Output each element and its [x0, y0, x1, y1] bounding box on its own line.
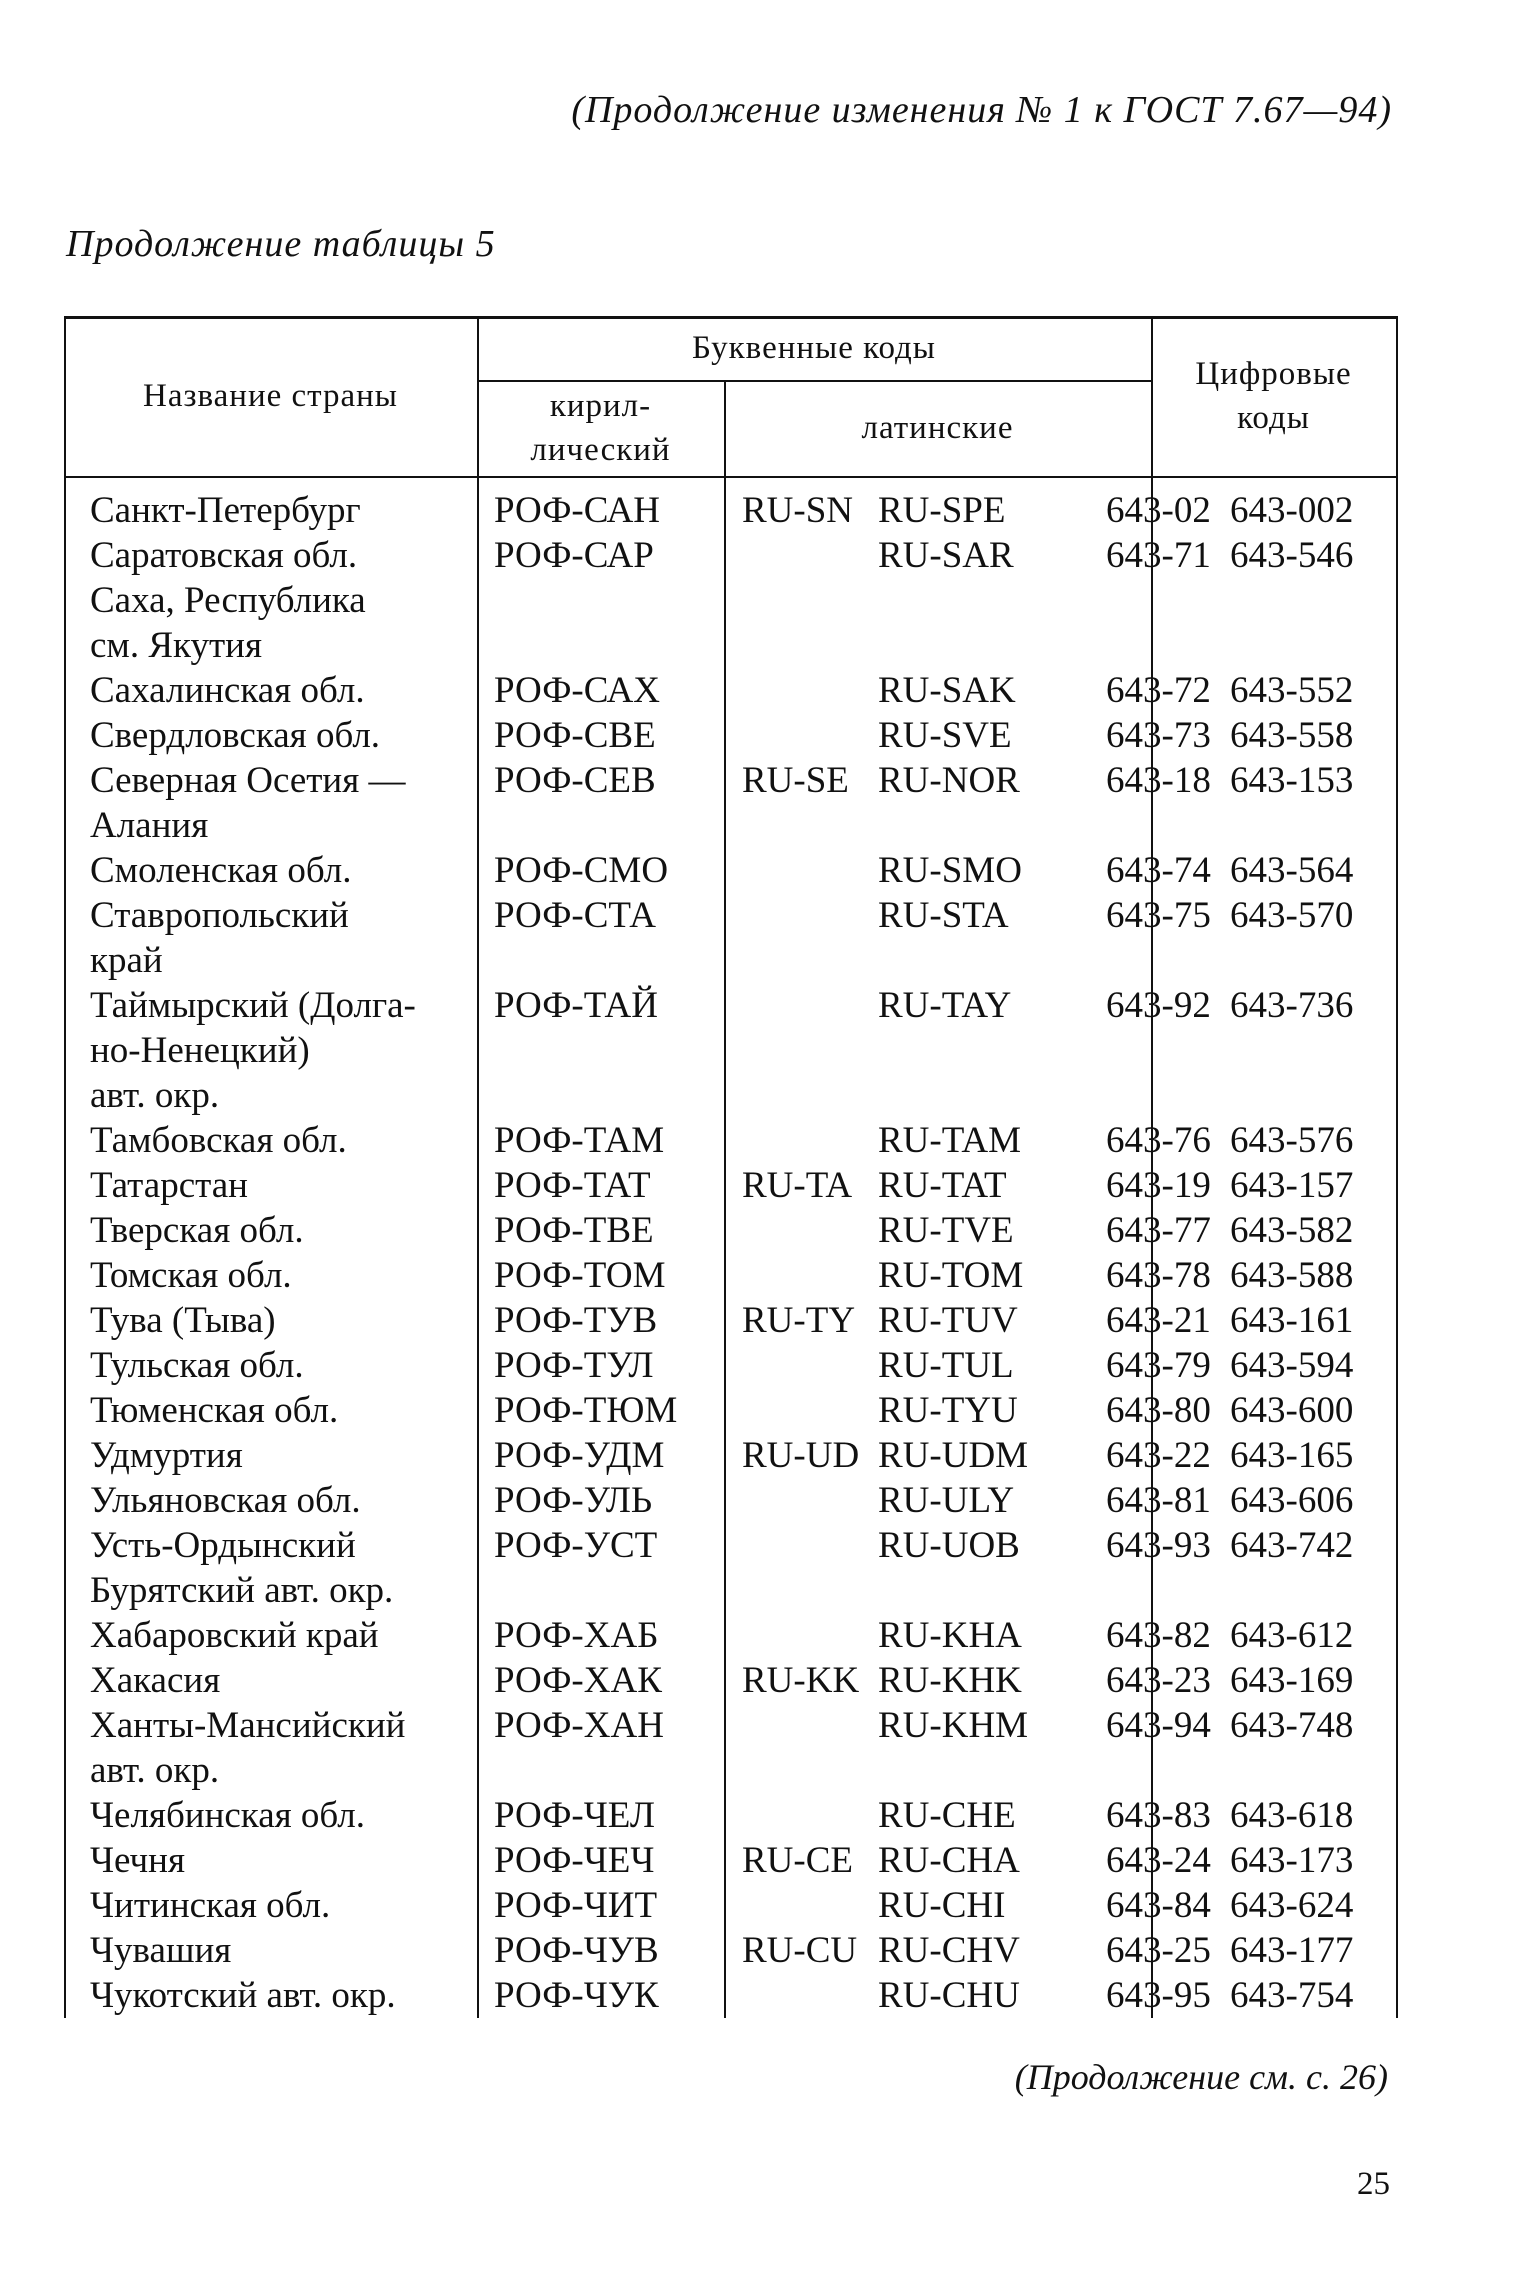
latin-code-3: RU-SAK — [878, 670, 1016, 711]
country-name-line: Таймырский (Долга- — [90, 985, 416, 1026]
table-row — [64, 848, 1398, 893]
cyrillic-code: РОФ-ТОМ — [494, 1255, 666, 1296]
page-number: 25 — [1357, 2166, 1390, 2202]
country-name-line: Бурятский авт. окр. — [90, 1570, 394, 1611]
digital-code-2: 643-606 — [1230, 1480, 1354, 1521]
cyrillic-code: РОФ-ТАЙ — [494, 985, 658, 1026]
country-name — [90, 533, 357, 578]
table-row — [64, 1658, 1398, 1703]
country-name-line: Ульяновская обл. — [90, 1480, 361, 1521]
country-name-line: Тульская обл. — [90, 1345, 304, 1386]
country-name — [90, 758, 405, 848]
latin-code-3: RU-TUL — [878, 1345, 1014, 1386]
country-name — [90, 488, 361, 533]
digital-code-2: 643-736 — [1230, 985, 1354, 1026]
codes-table — [64, 316, 1398, 2018]
cyrillic-code: РОФ-УДМ — [494, 1435, 665, 1476]
latin-code-3: RU-KHA — [878, 1615, 1022, 1656]
cyrillic-code: РОФ-САН — [494, 490, 661, 531]
country-name-line: Саха, Республика — [90, 580, 366, 621]
digital-code-1: 643-95 — [1106, 1975, 1211, 2016]
country-name-line: но-Ненецкий) — [90, 1030, 310, 1071]
header-latin: латинские — [861, 410, 1014, 446]
latin-code-3: RU-CHA — [878, 1840, 1020, 1881]
table-row — [64, 1253, 1398, 1298]
country-name-line: Северная Осетия — — [90, 760, 406, 801]
table-row — [64, 1928, 1398, 1973]
cyrillic-code: РОФ-СМО — [494, 850, 669, 891]
latin-code-3: RU-NOR — [878, 760, 1020, 801]
table-row — [64, 533, 1398, 578]
country-name — [90, 1433, 243, 1478]
table-row — [64, 1208, 1398, 1253]
digital-code-2: 643-564 — [1230, 850, 1354, 891]
digital-code-1: 643-21 — [1106, 1300, 1211, 1341]
digital-code-1: 643-22 — [1106, 1435, 1211, 1476]
cyrillic-code: РОФ-ХАБ — [494, 1615, 659, 1656]
country-name-line: Чечня — [90, 1840, 185, 1881]
country-name-line: Удмуртия — [90, 1435, 243, 1476]
country-name-line: Чувашия — [90, 1930, 232, 1971]
table-body — [64, 488, 1398, 2018]
table-row — [64, 1343, 1398, 1388]
country-name-line: Тува (Тыва) — [90, 1300, 276, 1341]
country-name — [90, 1523, 393, 1613]
cyrillic-code: РОФ-УЛЬ — [494, 1480, 653, 1521]
digital-code-2: 643-594 — [1230, 1345, 1354, 1386]
table-row — [64, 1478, 1398, 1523]
country-name-line: Ханты-Мансийский — [90, 1705, 406, 1746]
country-name-line: Хакасия — [90, 1660, 221, 1701]
cyrillic-code: РОФ-ЧУК — [494, 1975, 659, 2016]
cyrillic-code: РОФ-СВЕ — [494, 715, 656, 756]
country-name-line: Смоленская обл. — [90, 850, 352, 891]
cyrillic-code: РОФ-ТУВ — [494, 1300, 658, 1341]
digital-code-2: 643-165 — [1230, 1435, 1354, 1476]
cyrillic-code: РОФ-ТЮМ — [494, 1390, 678, 1431]
latin-code-3: RU-TUV — [878, 1300, 1018, 1341]
latin-code-3: RU-TAY — [878, 985, 1012, 1026]
table-row — [64, 1703, 1398, 1793]
latin-code-3: RU-TVE — [878, 1210, 1014, 1251]
table-row — [64, 488, 1398, 533]
country-name — [90, 1208, 304, 1253]
country-name — [90, 983, 416, 1118]
country-name-line: Сахалинская обл. — [90, 670, 365, 711]
latin-code-3: RU-SMO — [878, 850, 1022, 891]
digital-code-1: 643-77 — [1106, 1210, 1211, 1251]
header-country: Название страны — [143, 378, 398, 414]
latin-code-3: RU-UOB — [878, 1525, 1020, 1566]
latin-code-3: RU-TAT — [878, 1165, 1007, 1206]
table-row — [64, 1973, 1398, 2018]
cyrillic-code: РОФ-САР — [494, 535, 654, 576]
cyrillic-code: РОФ-ТУЛ — [494, 1345, 654, 1386]
latin-code-2: RU-UD — [742, 1435, 860, 1476]
country-name-line: Алания — [90, 805, 209, 846]
latin-code-3: RU-UDM — [878, 1435, 1029, 1476]
country-name-line: Томская обл. — [90, 1255, 292, 1296]
cyrillic-code: РОФ-СЕВ — [494, 760, 656, 801]
digital-code-2: 643-558 — [1230, 715, 1354, 756]
digital-code-2: 643-588 — [1230, 1255, 1354, 1296]
country-name-line: Тверская обл. — [90, 1210, 304, 1251]
digital-code-1: 643-76 — [1106, 1120, 1211, 1161]
table-row — [64, 668, 1398, 713]
digital-code-1: 643-79 — [1106, 1345, 1211, 1386]
country-name — [90, 1793, 365, 1838]
digital-code-2: 643-754 — [1230, 1975, 1354, 2016]
cyrillic-code: РОФ-ТАМ — [494, 1120, 665, 1161]
digital-code-1: 643-74 — [1106, 850, 1211, 891]
digital-code-2: 643-552 — [1230, 670, 1354, 711]
latin-code-3: RU-TAM — [878, 1120, 1021, 1161]
table-row — [64, 1838, 1398, 1883]
latin-code-3: RU-TYU — [878, 1390, 1018, 1431]
table-row — [64, 1388, 1398, 1433]
header-cyrillic: кирил- лический — [530, 388, 671, 468]
country-name-line: см. Якутия — [90, 625, 262, 666]
header-digital: Цифровые коды — [1195, 356, 1352, 436]
latin-code-3: RU-SPE — [878, 490, 1006, 531]
digital-code-2: 643-742 — [1230, 1525, 1354, 1566]
country-name — [90, 1388, 338, 1433]
country-name-line: Усть-Ордынский — [90, 1525, 356, 1566]
country-name-line: авт. окр. — [90, 1075, 220, 1116]
digital-code-2: 643-612 — [1230, 1615, 1354, 1656]
country-name — [90, 578, 366, 668]
country-name-line: Челябинская обл. — [90, 1795, 366, 1836]
table-row — [64, 1298, 1398, 1343]
table-row — [64, 713, 1398, 758]
country-name — [90, 668, 365, 713]
latin-code-3: RU-KHK — [878, 1660, 1022, 1701]
country-name — [90, 1928, 231, 1973]
country-name-line: Тамбовская обл. — [90, 1120, 347, 1161]
country-name — [90, 848, 351, 893]
latin-code-3: RU-STA — [878, 895, 1009, 936]
country-name — [90, 1658, 220, 1703]
latin-code-2: RU-KK — [742, 1660, 860, 1701]
latin-code-3: RU-ULY — [878, 1480, 1015, 1521]
digital-code-1: 643-80 — [1106, 1390, 1211, 1431]
latin-code-2: RU-TY — [742, 1300, 856, 1341]
cyrillic-code: РОФ-ХАК — [494, 1660, 662, 1701]
country-name-line: Читинская обл. — [90, 1885, 331, 1926]
digital-code-1: 643-93 — [1106, 1525, 1211, 1566]
country-name-line: край — [90, 940, 163, 981]
country-name — [90, 1973, 396, 2018]
digital-code-2: 643-546 — [1230, 535, 1354, 576]
digital-code-2: 643-169 — [1230, 1660, 1354, 1701]
cyrillic-code: РОФ-ЧЕЧ — [494, 1840, 655, 1881]
latin-code-3: RU-CHE — [878, 1795, 1016, 1836]
country-name-line: Тюменская обл. — [90, 1390, 339, 1431]
digital-code-1: 643-75 — [1106, 895, 1211, 936]
country-name — [90, 713, 380, 758]
digital-code-1: 643-71 — [1106, 535, 1211, 576]
header-bottom-rule — [64, 476, 1398, 478]
digital-code-1: 643-84 — [1106, 1885, 1211, 1926]
cyrillic-code: РОФ-ЧУВ — [494, 1930, 659, 1971]
table-row — [64, 1118, 1398, 1163]
digital-code-2: 643-157 — [1230, 1165, 1354, 1206]
latin-code-2: RU-CU — [742, 1930, 858, 1971]
country-name-line: Ставропольский — [90, 895, 349, 936]
country-name-line: Санкт-Петербург — [90, 490, 361, 531]
country-name — [90, 1883, 330, 1928]
latin-code-3: RU-TOM — [878, 1255, 1024, 1296]
digital-code-2: 643-582 — [1230, 1210, 1354, 1251]
country-name-line: авт. окр. — [90, 1750, 220, 1791]
latin-code-2: RU-SE — [742, 760, 849, 801]
table-row — [64, 578, 1398, 668]
table-caption: Продолжение таблицы 5 — [66, 223, 496, 265]
digital-code-1: 643-25 — [1106, 1930, 1211, 1971]
cyrillic-code: РОФ-ТАТ — [494, 1165, 651, 1206]
table-row — [64, 893, 1398, 983]
table-row — [64, 1883, 1398, 1928]
header-letter-codes: Буквенные коды — [692, 330, 936, 366]
country-name — [90, 1613, 379, 1658]
country-name-line: Свердловская обл. — [90, 715, 381, 756]
latin-code-2: RU-SN — [742, 490, 854, 531]
digital-code-1: 643-73 — [1106, 715, 1211, 756]
digital-code-2: 643-173 — [1230, 1840, 1354, 1881]
country-name — [90, 1838, 185, 1883]
digital-code-2: 643-748 — [1230, 1705, 1354, 1746]
cyrillic-code: РОФ-ХАН — [494, 1705, 664, 1746]
latin-code-2: RU-TA — [742, 1165, 853, 1206]
digital-code-1: 643-78 — [1106, 1255, 1211, 1296]
country-name — [90, 1118, 347, 1163]
country-name-line: Чукотский авт. окр. — [90, 1975, 396, 2016]
digital-code-1: 643-83 — [1106, 1795, 1211, 1836]
latin-code-3: RU-KHM — [878, 1705, 1029, 1746]
digital-code-1: 643-23 — [1106, 1660, 1211, 1701]
digital-code-1: 643-72 — [1106, 670, 1211, 711]
digital-code-2: 643-177 — [1230, 1930, 1354, 1971]
digital-code-1: 643-24 — [1106, 1840, 1211, 1881]
latin-code-2: RU-CE — [742, 1840, 853, 1881]
latin-code-3: RU-SAR — [878, 535, 1014, 576]
country-name — [90, 1298, 276, 1343]
digital-code-2: 643-600 — [1230, 1390, 1354, 1431]
country-name — [90, 1253, 292, 1298]
cyrillic-code: РОФ-ТВЕ — [494, 1210, 654, 1251]
running-head: (Продолжение изменения № 1 к ГОСТ 7.67—94) — [571, 89, 1392, 131]
digital-code-2: 643-161 — [1230, 1300, 1354, 1341]
continuation-note: (Продолжение см. с. 26) — [1014, 2057, 1388, 2097]
digital-code-2: 643-153 — [1230, 760, 1354, 801]
latin-code-3: RU-CHU — [878, 1975, 1020, 2016]
country-name — [90, 1163, 248, 1208]
digital-code-2: 643-624 — [1230, 1885, 1354, 1926]
table-row — [64, 1793, 1398, 1838]
latin-code-3: RU-CHV — [878, 1930, 1020, 1971]
digital-code-1: 643-94 — [1106, 1705, 1211, 1746]
cyrillic-code: РОФ-САХ — [494, 670, 661, 711]
country-name — [90, 1343, 304, 1388]
country-name-line: Хабаровский край — [90, 1615, 379, 1656]
latin-code-3: RU-CHI — [878, 1885, 1006, 1926]
digital-code-1: 643-82 — [1106, 1615, 1211, 1656]
country-name-line: Саратовская обл. — [90, 535, 358, 576]
digital-code-1: 643-02 — [1106, 490, 1211, 531]
country-name-line: Татарстан — [90, 1165, 248, 1206]
digital-code-2: 643-002 — [1230, 490, 1354, 531]
digital-code-2: 643-576 — [1230, 1120, 1354, 1161]
digital-code-1: 643-92 — [1106, 985, 1211, 1026]
country-name — [90, 1703, 405, 1793]
digital-code-1: 643-19 — [1106, 1165, 1211, 1206]
cyrillic-code: РОФ-УСТ — [494, 1525, 658, 1566]
cyrillic-code: РОФ-ЧИТ — [494, 1885, 658, 1926]
digital-code-1: 643-18 — [1106, 760, 1211, 801]
latin-code-3: RU-SVE — [878, 715, 1012, 756]
table-row — [64, 1523, 1398, 1613]
digital-code-2: 643-570 — [1230, 895, 1354, 936]
country-name — [90, 893, 349, 983]
table-row — [64, 1163, 1398, 1208]
table-row — [64, 1613, 1398, 1658]
digital-code-1: 643-81 — [1106, 1480, 1211, 1521]
table-row — [64, 758, 1398, 848]
cyrillic-code: РОФ-СТА — [494, 895, 656, 936]
table-row — [64, 983, 1398, 1118]
digital-code-2: 643-618 — [1230, 1795, 1354, 1836]
table-row — [64, 1433, 1398, 1478]
country-name — [90, 1478, 361, 1523]
cyrillic-code: РОФ-ЧЕЛ — [494, 1795, 656, 1836]
